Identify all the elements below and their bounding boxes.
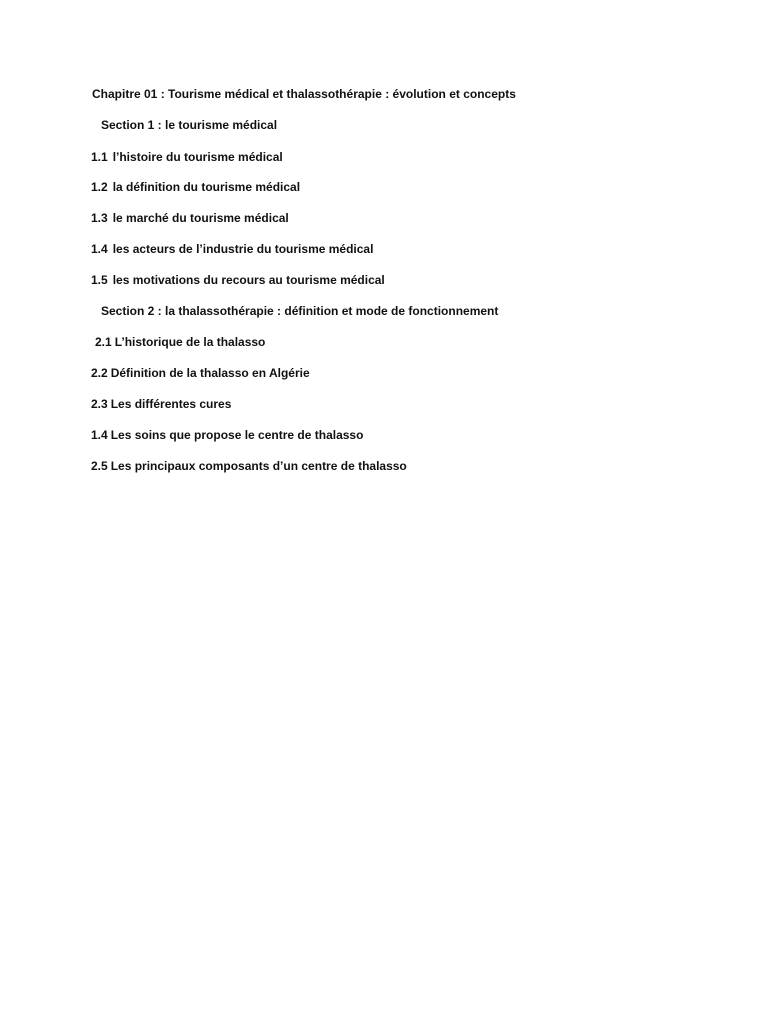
toc-item bbox=[91, 459, 407, 473]
toc-item-text: l’histoire du tourisme médical bbox=[112, 150, 283, 164]
toc-item bbox=[91, 273, 385, 287]
toc-item-text: Les soins que propose le centre de thalasso bbox=[110, 428, 364, 442]
toc-item bbox=[91, 180, 300, 194]
toc-item-number: 1.4 bbox=[91, 428, 108, 442]
toc-item bbox=[91, 211, 289, 225]
toc-item bbox=[95, 335, 265, 349]
toc-item-number: 1.5 bbox=[91, 273, 108, 287]
toc-item-number: 2.2 bbox=[91, 366, 108, 380]
toc-item bbox=[91, 242, 373, 256]
toc-item-text: les motivations du recours au tourisme médical bbox=[112, 273, 385, 287]
toc-item bbox=[91, 397, 231, 411]
section-2-title: Section 2 : la thalassothérapie : définition et mode de fonctionnement bbox=[101, 304, 499, 318]
toc-item-text: Les différentes cures bbox=[110, 397, 232, 411]
section-1-title: Section 1 : le tourisme médical bbox=[101, 118, 278, 132]
toc-item-number: 2.3 bbox=[91, 397, 108, 411]
toc-item-number: 1.3 bbox=[91, 211, 108, 225]
toc-item bbox=[91, 366, 310, 380]
chapter-title: Chapitre 01 : Tourisme médical et thalassothérapie : évolution et concepts bbox=[92, 87, 516, 101]
toc-item-text: L’historique de la thalasso bbox=[114, 335, 266, 349]
toc-item bbox=[91, 150, 283, 164]
toc-item bbox=[91, 428, 363, 442]
toc-item-number: 1.4 bbox=[91, 242, 108, 256]
toc-item-text: le marché du tourisme médical bbox=[112, 211, 289, 225]
toc-item-text: la définition du tourisme médical bbox=[112, 180, 301, 194]
toc-item-number: 2.5 bbox=[91, 459, 108, 473]
toc-item-number: 2.1 bbox=[95, 335, 112, 349]
toc-item-text: Définition de la thalasso en Algérie bbox=[110, 366, 310, 380]
toc-item-number: 1.2 bbox=[91, 180, 108, 194]
toc-item-text: les acteurs de l’industrie du tourisme médical bbox=[112, 242, 374, 256]
toc-item-number: 1.1 bbox=[91, 150, 108, 164]
toc-item-text: Les principaux composants d’un centre de thalasso bbox=[110, 459, 407, 473]
